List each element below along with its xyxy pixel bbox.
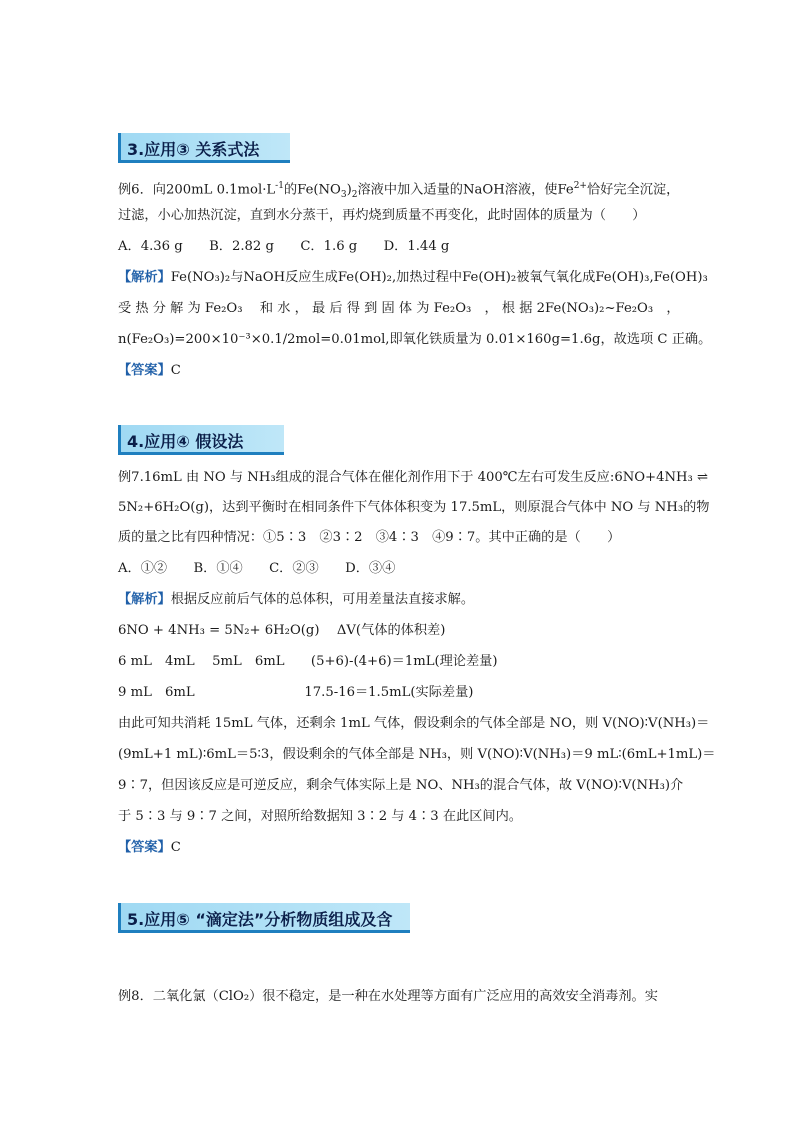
ex6-answer: C xyxy=(170,363,181,378)
ex7-answer: C xyxy=(170,840,181,855)
ex7-answer-tag: 【答案】 xyxy=(118,840,171,855)
ex6-question-line-1 xyxy=(118,177,679,204)
ex7-analysis-line-2: 6 mL 4mL 5mL 6mL (5+6)-(4+6)＝1mL(理论差量) xyxy=(118,654,498,669)
ex7-analysis-line-1: 6NO + 4NH₃ = 5N₂+ 6H₂O(g) ΔV(气体的体积差) xyxy=(118,623,446,638)
ex6-analysis-line-1 xyxy=(118,269,708,287)
ex7-analysis-tag: 【解析】 xyxy=(118,592,171,607)
ex7-analysis-line-0 xyxy=(118,591,474,609)
ex6-analysis-text-1: Fe(NO₃)₂与NaOH反应生成Fe(OH)₂,加热过程中Fe(OH)₂被氧气氧化成Fe(OH)₃,Fe(OH)₃ xyxy=(170,270,708,285)
ex7-options: A．①② B．①④ C．②③ D．③④ xyxy=(118,561,396,576)
ex6-q1d-part: 溶液中加入适量的NaOH溶液，使Fe xyxy=(357,182,574,198)
ex6-options: A．4.36 g B．2.82 g C．1.6 g D．1.44 g xyxy=(118,239,450,254)
ex7-answer-line xyxy=(118,839,181,857)
section-banner-5 xyxy=(118,903,410,933)
ex6-q1-sup: -1 xyxy=(275,181,284,191)
ex7-question-line-1: 例7.16mL 由 NO 与 NH₃组成的混合气体在催化剂作用下于 400℃左右可发生反应:6NO+4NH₃ ⇌ xyxy=(118,470,709,485)
ex6-analysis-tag: 【解析】 xyxy=(118,270,171,285)
ex6-q1-part: 例6．向200mL 0.1mol·L xyxy=(118,182,276,198)
ex6-analysis-line-3: n(Fe₂O₃)=200×10⁻³×0.1/2mol=0.01mol,即氧化铁质量为 0.01×160g=1.6g，故选项 C 正确。 xyxy=(118,332,712,347)
ex7-analysis-line-7: 于 5∶3 与 9∶7 之间，对照所给数据知 3∶2 与 4∶3 在此区间内。 xyxy=(118,809,522,824)
ex7-analysis-line-5: (9mL+1 mL)∶6mL＝5∶3，假设剩余的气体全部是 NH₃，则 V(NO)∶V(NH₃)＝9 mL∶(6mL+1mL)＝ xyxy=(118,747,716,762)
section-title-4: 4.应用④ 假设法 xyxy=(127,432,244,451)
ex6-answer-line xyxy=(118,362,181,380)
section-title-3: 3.应用③ 关系式法 xyxy=(127,140,260,159)
ex6-q1c-part: ) xyxy=(346,182,352,198)
ex6-q1-sup2: 2+ xyxy=(573,181,587,191)
ex7-question-line-2: 5N₂+6H₂O(g)，达到平衡时在相同条件下气体体积变为 17.5mL，则原混合气体中 NO 与 NH₃的物 xyxy=(118,500,710,515)
ex6-question-line-2: 过滤，小心加热沉淀，直到水分蒸干，再灼烧到质量不再变化，此时固体的质量为（ ） xyxy=(118,208,646,223)
ex8-question-line-1: 例8．二氧化氯（ClO₂）很不稳定，是一种在水处理等方面有广泛应用的高效安全消毒剂。实 xyxy=(118,989,658,1004)
ex7-question-line-3: 质的量之比有四种情况：①5∶3 ②3∶2 ③4∶3 ④9∶7。其中正确的是（ ） xyxy=(118,530,621,545)
ex7-analysis-line-4: 由此可知共消耗 15mL 气体，还剩余 1mL 气体，假设剩余的气体全部是 NO，则 V(NO)∶V(NH₃)＝ xyxy=(118,716,710,731)
ex6-answer-tag: 【答案】 xyxy=(118,363,171,378)
ex7-analysis-line-3: 9 mL 6mL 17.5-16＝1.5mL(实际差量) xyxy=(118,685,474,700)
ex6-q1e-part: 恰好完全沉淀， xyxy=(586,182,680,198)
section-title-5: 5.应用⑤ “滴定法”分析物质组成及含 xyxy=(127,910,393,929)
ex7-analysis-text-0: 根据反应前后气体的总体积，可用差量法直接求解。 xyxy=(170,592,475,607)
ex6-q1b-part: 的Fe(NO xyxy=(283,182,341,198)
section-banner-4 xyxy=(118,425,284,455)
ex6-analysis-line-2: 受 热 分 解 为 Fe₂O₃ 和 水 ， 最 后 得 到 固 体 为 Fe₂O₃ ， 根 据 2Fe(NO₃)₂~Fe₂O₃ ， xyxy=(118,301,680,316)
ex7-analysis-line-6: 9∶7，但因该反应是可逆反应，剩余气体实际上是 NO、NH₃的混合气体，故 V(NO)∶V(NH₃)介 xyxy=(118,778,684,793)
ex6-q1-sub: 3 xyxy=(340,190,347,201)
ex6-q1-sub2: 2 xyxy=(351,190,358,201)
section-banner-3 xyxy=(118,133,290,163)
